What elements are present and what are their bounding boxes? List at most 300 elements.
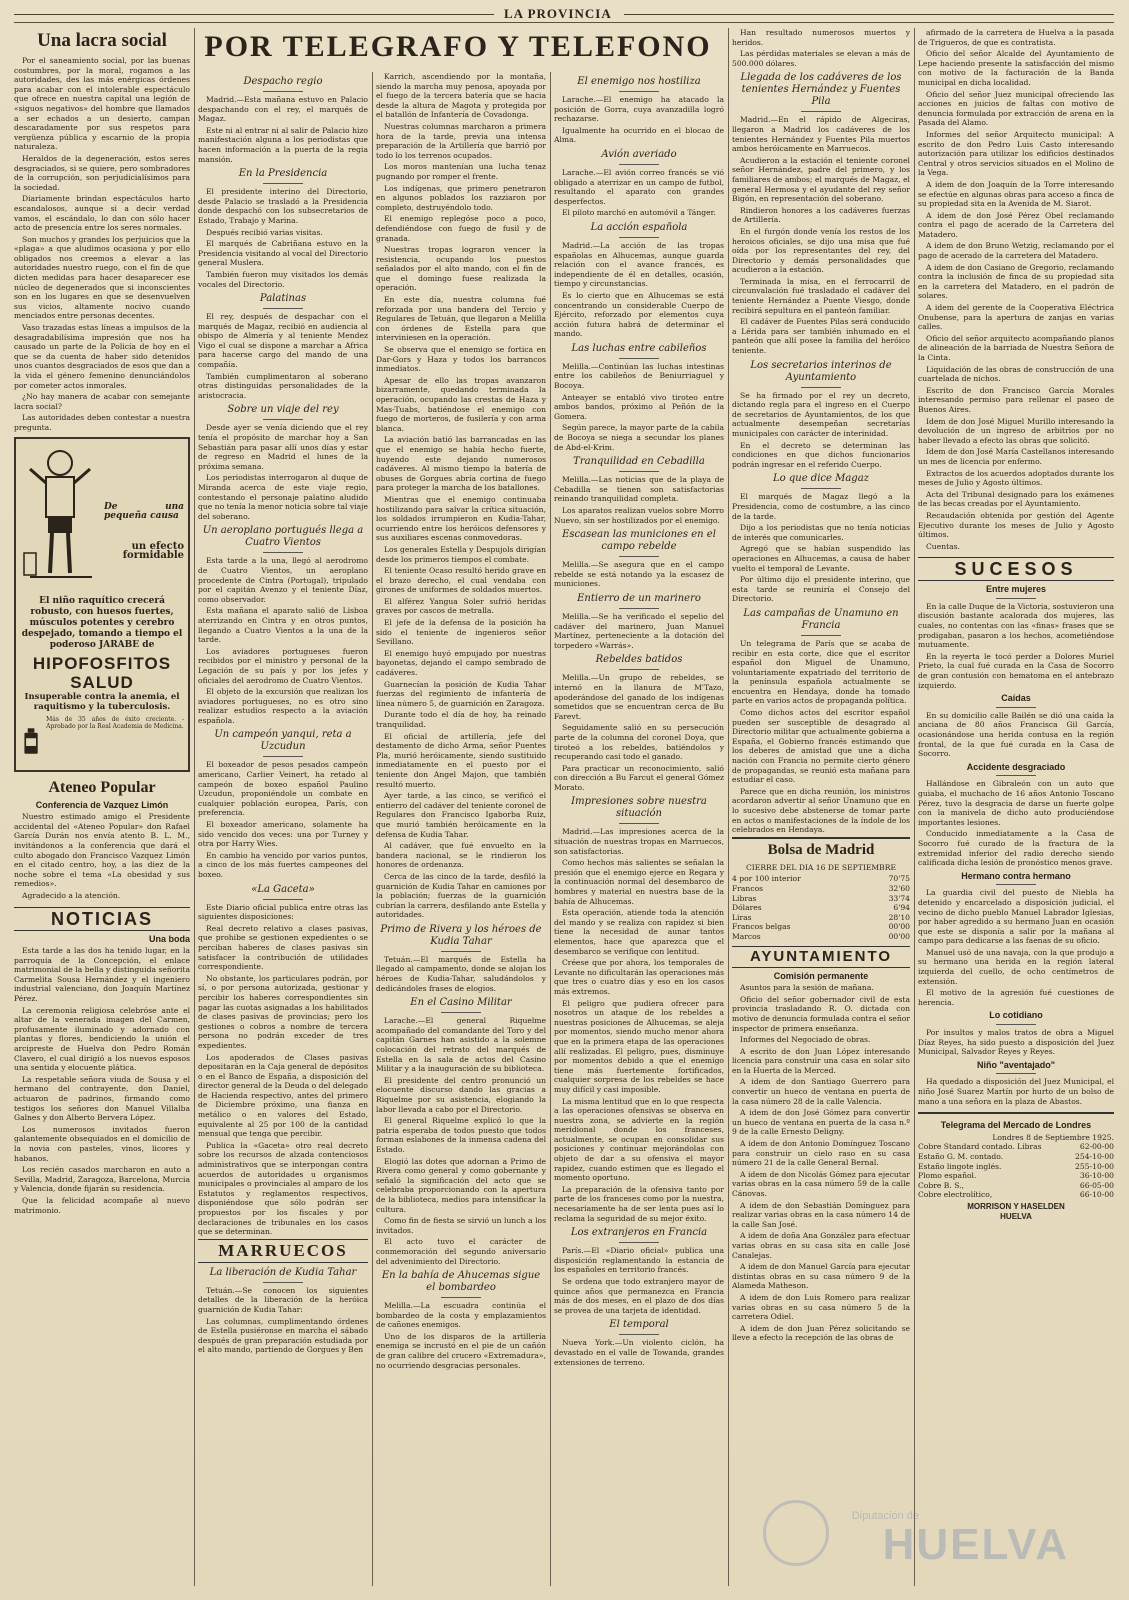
- bolsa-subtitle: CIERRE DEL DIA 16 DE SEPTIEMBRE: [745, 862, 897, 872]
- heading-rule: [996, 707, 1036, 708]
- section-heading: Tranquilidad en Cebadilla: [573, 456, 705, 468]
- market-value: 66-10-00: [1079, 1190, 1114, 1200]
- article-body: [14, 812, 190, 900]
- paragraph: El objeto de la excursión que realizan los aviadores portugueses, no es otro sino realizar estudios respecto a la aviación española.: [198, 687, 368, 725]
- heading-rule: [263, 756, 303, 757]
- column-divider: [728, 28, 729, 1586]
- paragraph: Extractos de los acuerdos adoptados durante los meses de Julio y Agosto últimos.: [918, 468, 1114, 488]
- paragraph: A idem de don Nicolás Gómez para ejecutar varias obras en la casa número 59 de la calle Cánovas.: [732, 1169, 910, 1198]
- table-row: [918, 1181, 1114, 1191]
- paragraph: A idem de don Santiago Guerrero para convertir un hueco de ventana en puerta de la casa número 28 de la calle Valencia.: [732, 1077, 910, 1106]
- paragraph: Nuestro estimado amigo el Presidente accidental del «Ateneo Popular» don Rafael García Durán nos envía atento B. L. M., invitándonos a la conferencia que dará el culto abogado don Francisco Vazquez Limón en el citado centro, hoy, a las diez de la noche sobre el tema «La obesidad y sus remedios».: [14, 812, 190, 889]
- paragraph: La guardia civil del puesto de Niebla ha detenido y encarcelado a disposición judicial, el vecino de dicho pueblo Manuel Labrador Iglesias, por haber agredido a su hermano Juan en ocasión que este se disponía a salir por la mañana al campo para dedicarse a las faenas de su oficio.: [918, 888, 1114, 946]
- paragraph: La misma lentitud que en lo que respecta a las operaciones ofensivas se observa en nuestra zona, se advierte en la región meridional donde los franceses, actualmente, se ocupan en consolidar sus posiciones y continuar mejorándolas con objeto de dar a su ofensiva el mayor rapidez, cuando estimen que es llegado el momento oportuno.: [554, 1096, 724, 1183]
- bolsa-item: Liras: [732, 912, 752, 922]
- ad-body: El niño raquítico crecerá robusto, con huesos fuertes, músculos potentes y cerebro despejado, tomando a tiempo el poderoso JARABE de: [21, 595, 183, 650]
- heading-rule: [619, 556, 659, 557]
- section-heading: Las luchas entre cabileños: [571, 342, 707, 354]
- paragraph: Ha quedado a disposición del Juez Municipal, el niño José Suarez Martín por hurto de un bolso de mano a una señora en la plaza de Abastos.: [918, 1077, 1114, 1106]
- article-body: [918, 28, 1114, 551]
- paragraph: Idem de don José María Castellanos interesando un mes de licencia por enfermo.: [918, 447, 1114, 466]
- heading-rule: [619, 608, 659, 609]
- paragraph: Mientras que el enemigo continuaba hostilizando para salvar la crítica situación, los soldados irrumpieron en Kudia-Tahar, ocurriendo entre los heróicos defensores y sus auxiliares escenas conmovedoras.: [376, 494, 546, 543]
- market-value: 255-10-00: [1075, 1161, 1114, 1171]
- paragraph: A idem de doña Ana González para efectuar varias obras en su casa sita en calle José Canalejas.: [732, 1231, 910, 1260]
- paragraph: Madrid.—Las impresiones acerca de la situación de nuestras tropas en Marruecos, son satisfactorias.: [554, 827, 724, 856]
- paragraph: Heraldos de la degeneración, estos seres desgraciados, si se quiere, pero sombradores de la corrupción, son perjudicialísimos para la sociedad.: [14, 153, 190, 192]
- section-heading: Entierro de un marinero: [577, 592, 701, 604]
- watermark-sub: Diputación de: [851, 1510, 919, 1522]
- market-item: Estaño G. M. contado.: [918, 1151, 1004, 1161]
- table-row: [732, 913, 910, 923]
- bolsa-item: Libras: [732, 893, 757, 903]
- paragraph: Esta operación, atiende toda la atención del mando y se realiza con rapidez si bien tiene la necesidad de aunar tantos elementos, hace que aparezca que el desembarco se verifique con lentitud.: [554, 908, 724, 956]
- table-row: [918, 1152, 1114, 1162]
- paragraph: Se ordena que todo extranjero mayor de quince años que permanezca en Francia más de dos meses, en el plazo de dos días se provea de una tarjeta de identidad.: [554, 1277, 724, 1315]
- bolsa-item: Dólares: [732, 903, 762, 913]
- section-heading: Palatinas: [259, 293, 307, 305]
- heading-rule: [619, 823, 659, 824]
- paragraph: Melilla.—Las noticias que de la playa de Cebadilla se tienen son satisfactorias reinando tranquilidad completa.: [554, 475, 724, 504]
- market-value: 254-10-00: [1075, 1151, 1114, 1161]
- heading-rule: [619, 669, 659, 670]
- heading-rule: [619, 164, 659, 165]
- paragraph: La ceremonia religiosa celebróse ante el altar de la venerada imagen del Carmen, profusamente iluminado y adornado con plantas y flores, bendiciendo la unión el arcipreste de Huelva don Pedro Román Clavero, el cual dirigió a los nuevos esposos una sentida y elocuente plática.: [14, 1005, 190, 1073]
- paragraph: El oficial de artillería, jefe del destamento de dicho Arma, señor Puentes Pla, murió heróicamente, siendo sustituido inmediatamente en el puesto por el teniente don Angel Majon, que también resultó muerto.: [376, 731, 546, 789]
- london-title: Telegrama del Mercado de Londres: [940, 1120, 1092, 1131]
- heading-rule: [263, 419, 303, 420]
- market-item: Plomo español.: [918, 1171, 977, 1181]
- paragraph: A idem de don Bruno Wetzig, reclamando por el pago de acerado de la carretera del Matadero.: [918, 241, 1114, 261]
- paragraph: Cerca de las cinco de la tarde, desfiló la guarnición de Kudia Tahar en camiones por la población; fuerzas de la guarnición cubrían la carrera, desfilando ante Estella y autoridades.: [376, 871, 546, 920]
- section-heading: El temporal: [609, 1319, 669, 1331]
- ad-slogan-2: un efecto formidable: [122, 540, 184, 562]
- paragraph: A escrito de don Juan López interesando licencia para construir una casa en solar sito en la Huerta de la Merced.: [732, 1046, 910, 1075]
- column-b: [376, 72, 546, 1590]
- paragraph: A idem de don José Gómez para convertir un hueco de ventana en puerta de la casa n.º 9 de la calle Ernesto Deligny.: [732, 1108, 910, 1137]
- article-body: [14, 56, 190, 433]
- paragraph: Agradecido a la atención.: [22, 890, 121, 900]
- paragraph: En el decreto se determinan las condiciones en que dichos funcionarios podrán ingresar en el referido Cuerpo.: [732, 440, 910, 469]
- paragraph: Esta tarde a las dos ha tenido lugar, en la parroquia de la Concepción, el enlace matrimonial de la bella y distinguida señorita Carmelita Sousa Hernández y el ingeniero industrial valenciano, don Joaquín Martínez Pérez.: [14, 946, 190, 1004]
- heading-rule: [801, 111, 841, 112]
- paragraph: Este ni al entrar ni al salir de Palacio hizo manifestación alguna a los periodistas que hacen información a la puerta de la regia mansión.: [198, 125, 368, 164]
- paragraph: El enemigo replegóse poco a poco, defendiéndose con fuego de fusil y de granada.: [376, 214, 546, 243]
- market-value: 36-10-00: [1079, 1171, 1114, 1181]
- paragraph: Las pérdidas materiales se elevan a más de 500.000 dólares.: [732, 49, 910, 68]
- paragraph: Nueva York.—Un violento ciclón, ha devastado en el valle de Towanda, grandes extensiones de terreno.: [554, 1338, 724, 1367]
- paragraph: Madrid.—En el rápido de Algeciras, llegaron a Madrid los cadáveres de los tenientes Hernández y Fuentes Pila muertos ambos heróicamente en Marruecos.: [732, 115, 910, 154]
- paragraph: Oficio del señor arquitecto acompañando planos de alineación de la barriada de Nuestra Señora de la Cinta.: [918, 333, 1114, 362]
- column-divider: [914, 28, 915, 1586]
- paragraph: A idem de don Manuel García para ejecutar distintas obras en su casa número 9 de la Alameda Matheson.: [732, 1262, 910, 1291]
- paragraph: Real decreto relativo a clases pasivas, que prohibe se gestionen expedientes o se perciban haberes de clases pasivas sin satisfacer la contribución de utilidades correspondiente.: [198, 923, 368, 972]
- paragraph: Después recibió varias visitas.: [206, 227, 323, 237]
- paragraph: También fueron muy visitados los demás vocales del Directorio.: [198, 269, 368, 289]
- section-heading: Lo que dice Magaz: [773, 473, 869, 485]
- sucesos-heading: Hermano contra hermano: [961, 870, 1071, 881]
- heading-rule: [801, 635, 841, 636]
- paragraph: El peligro que pudiera ofrecer para nosotros un ataque de los rebeldes a nuestras posiciones de Alhucemas, se aleja por momentos, siendo mucho menor ahora que en la primera etapa de las operaciones allí realizadas. El peligro, pues, disminuye por momentos debido a que el enemigo tiene más fuertemente fortificados, cualquier sorpresa de los rebeldes se hace muy difícil y casi imposible.: [554, 998, 724, 1094]
- masthead: [14, 6, 1114, 23]
- section-heading: Avión averiado: [601, 148, 677, 160]
- heading-rule: [996, 1073, 1036, 1074]
- paragraph: Igualmente ha ocurrido en el blocao de Alma.: [554, 125, 724, 145]
- paragraph: Hallándose en Gibraleón con un auto que guiaba, el muchacho de 16 años Antonio Toscano Pérez, tuvo la desgracia de darse un fuerte golpe con la manivela de dicho auto produciéndose importantes lesiones.: [918, 779, 1114, 827]
- section-heading: Un aeroplano portugués llega a Cuatro Vientos: [202, 525, 364, 549]
- heading-rule: [441, 951, 481, 952]
- watermark-seal-icon: [763, 1500, 829, 1566]
- market-value: 62-00-00: [1079, 1142, 1114, 1152]
- section-heading: En el Casino Militar: [410, 997, 512, 1009]
- article-subtitle: Conferencia de Vazquez Limón: [35, 799, 169, 810]
- paragraph: Los periodistas interrogaron al duque de Miranda acerca de este viaje regio, contestando el personaje palatino aludido que no tenía la menor noticia sobre tal viaje del soberano.: [198, 473, 368, 521]
- paragraph: Tetuán.—Se conocen los siguientes detalles de la liberación de la heróica guarnición de Kudia Tahar:: [198, 1285, 368, 1314]
- paragraph: Terminada la misa, en el ferrocarril de circunvalación fué trasladado el cadáver del teniente Hernández a Puente Viesgo, donde recibirá sepultura en el panteón familiar.: [732, 276, 910, 315]
- paragraph: Madrid.—La acción de las tropas españolas en Alhucemas, aunque guarda relación con el avance francés, es independiente de él en detalles, ocasión, tiempo y circunstancias.: [554, 240, 724, 289]
- watermark: HUELVA: [882, 1520, 1069, 1569]
- paragraph: Durante todo el día de hoy, ha reinado tranquilidad.: [376, 710, 546, 729]
- paragraph: El alférez Yangua Soler sufrió heridas graves por cascos de metralla.: [376, 596, 546, 616]
- market-item: Cobre Standard contado. Libras: [918, 1142, 1042, 1152]
- sucesos-heading: Niño "aventajado": [976, 1059, 1056, 1070]
- market-item: Estaño lingote inglés.: [918, 1161, 1002, 1171]
- section-heading: Despacho regio: [243, 76, 323, 87]
- section-heading: La acción española: [590, 221, 688, 233]
- paragraph: Los indígenas, que primero penetraron en algunos poblados los razziaron por completo, destruyéndolo todo.: [376, 183, 546, 212]
- bolsa-item: Marcos: [732, 931, 761, 941]
- table-row: [918, 1171, 1114, 1181]
- paragraph: Las autoridades deben contestar a nuestra pregunta.: [14, 413, 190, 432]
- section-heading: El enemigo nos hostiliza: [577, 76, 701, 87]
- heading-rule: [801, 488, 841, 489]
- ad-product-name: HIPOFOSFITOS: [32, 653, 172, 673]
- paragraph: A idem de don Antonio Domínguez Toscano para construir un cielo raso en su casa número 21 de la calle General Bernal.: [732, 1139, 910, 1168]
- paragraph: Como hechos más salientes se señalan la presión que el enemigo ejerce en Regara y la continuación normal del desembarco de hombres y material en nuestra base de la bahía de Alhucemas.: [554, 858, 724, 906]
- paragraph: El marqués de Cabriñana estuvo en la Presidencia visitando al vocal del Directorio general Muslera.: [198, 239, 368, 268]
- section-heading: Impresiones sobre nuestra situación: [571, 796, 707, 820]
- paragraph: Recaudación obtenida por gestión del Agente Ejecutivo durante los meses de Julio y Agosto últimos.: [918, 510, 1114, 540]
- heading-rule: [801, 387, 841, 388]
- paragraph: Agregó que se habían suspendido las operaciones en Alhucemas, a causa de haber vuelto el temporal de Levante.: [732, 544, 910, 573]
- paragraph: Que la felicidad acompañe al nuevo matrimonio.: [14, 1195, 190, 1215]
- paragraph: En este día, nuestra columna fué reforzada por una bandera del Tercio y Regulares de Tetuán, que llegaron a Melilla con órdenes de Estella para que interviniesen en la operación.: [376, 295, 546, 343]
- section-heading: Los secretarios interinos de Ayuntamiento: [750, 359, 892, 383]
- paragraph: Melilla.—Se asegura que en el campo rebelde se está notando ya la escasez de municiones.: [554, 560, 724, 589]
- section-heading: Primo de Rivera y los héroes de Kudia Tahar: [380, 923, 542, 947]
- heading-rule: [996, 1024, 1036, 1025]
- london-sign-city: HUELVA: [1000, 1211, 1032, 1221]
- paragraph: Un telegrama de París que se acaba de recibir en esta corte, dice que el escritor español don Miguel de Unamuno, voluntariamente expatriado del territorio de la península española actualmente se encuentra en Hendaya, donde ha tomado parte en varios actos de propaganda política.: [732, 638, 910, 706]
- section-heading: Rebeldes batidos: [595, 654, 683, 666]
- paragraph: Parece que en dicha reunión, los ministros acordaron advertir al señor Unamuno que en lo sucesivo debe abstenerse de tomar parte en actos o manifestaciones de la índole de los celebrados en Hendaya.: [732, 786, 910, 835]
- ad-product-name-2: SALUD: [70, 672, 134, 692]
- heading-rule: [619, 237, 659, 238]
- london-sign: MORRISON Y HASELDEN: [967, 1201, 1065, 1211]
- headline-telegrafo: POR TELEGRAFO Y TELEFONO: [204, 30, 712, 63]
- paragraph: Publica la «Gaceta» otro real decreto sobre los recursos de alzada contenciosos administrativos que se interpongan contra acuerdos de autoridades u organismos municipales o provinciales al amparo de los Estatutos y reglamentos respectivos, disponiéndose que sólo podrán ser propuestos por los fiscales y por declaraciones de tribunales en los casos que se determinan.: [198, 1140, 368, 1237]
- paragraph: Apesar de ello las tropas avanzaron bizarramente, quedando terminada la operación, ocupando las crestas de Haza y Mas-Tuabs, batiéndose el enemigo con fuego de morteros, de fusilería y con arma blanca.: [376, 375, 546, 433]
- column-right: [918, 28, 1114, 1590]
- paragraph: Conducido inmediatamente a la Casa de Socorro fué curado de la fractura de la extremidad inferior del radio derecho siendo calificada dicha lesión de pronóstico menos grave.: [918, 829, 1114, 868]
- paragraph: Tetuán.—El marqués de Estella ha llegado al campamento, donde se alojan los héroes de Kudia-Tahar, saludándolos y dedicándoles frases de elogios.: [376, 954, 546, 993]
- paragraph: El presidente del centro pronunció un elocuente discurso dando las gracias a Riquelme por su asistencia, elogiando la labor llevada a cabo por el Directorio.: [376, 1075, 546, 1114]
- paragraph: El marqués de Magaz llegó a la Presidencia, como de costumbre, a las cinco de la tarde.: [732, 492, 910, 521]
- paragraph: Los generales Estella y Despujols dirigían desde los primeros tiempos el combate.: [376, 544, 546, 564]
- paragraph: Madrid.—Esta mañana estuvo en Palacio despachando con el rey, el marqués de Magaz.: [198, 95, 368, 124]
- paragraph: No obstante, los particulares podrán, por sí, o por persona autorizada, gestionar y percibir los haberes correspondientes sin pagar las cuotas asignadas a los habilitados de clases pasivas de provincias; pero los gestiones o cobros a nombre de tercera persona no podrán exceder de tres expedientes.: [198, 973, 368, 1050]
- bolsa-value: 00'00: [888, 922, 910, 932]
- paragraph: Escrito de don Francisco García Morales interesando permiso para rellenar el paseo de Buenos Aires.: [918, 385, 1114, 414]
- paragraph: Informes del señor Arquitecto municipal: A escrito de don Pedro Luis Casto interesando autorización para utilizar los edificios destinados Central y otros servicios situados en el Molino de la Vega.: [918, 129, 1114, 178]
- sucesos-list: [918, 585, 1114, 1106]
- paragraph: Rindieron honores a los cadáveres fuerzas de Artillería.: [732, 205, 910, 225]
- paragraph: Seguidamente salió en su persecución parte de la columna del coronel Doya, que tiroteó a los rebeldes, batiéndolos y recuperando casi todo el ganado.: [554, 723, 724, 762]
- sucesos-heading: Entre mujeres: [985, 584, 1047, 595]
- paragraph: El rey, después de despachar con el marqués de Magaz, recibió en audiencia al obispo de Almería y al teniente Mendez Vigo el cual se dispone a marchar a Africa para hacerse cargo del mando de una compañía.: [198, 312, 368, 370]
- paragraph: Acta del Tribunal designado para los exámenes de las becas creadas por el Ayuntamiento.: [918, 489, 1114, 509]
- paragraph: Por insultos y malos tratos de obra a Miguel Díaz Reyes, ha sido puesto a disposición del Juez Municipal, Salvador Reyes y Reyes.: [918, 1028, 1114, 1057]
- paragraph: Guarnecían la posición de Kudia Tahar fuerzas del regimiento de infantería de línea número 5, de guarnición en Zaragoza.: [376, 679, 546, 708]
- article-subtitle: Una boda: [148, 933, 190, 944]
- paragraph: Liquidación de las obras de construcción de una cuartelada de nichos.: [918, 364, 1114, 384]
- section-heading: En la bahía de Ahucemas sigue el bombardeo: [381, 1270, 541, 1294]
- bolsa-item: 4 por 100 interior: [732, 874, 801, 884]
- section-heading: Sobre un viaje del rey: [227, 404, 339, 416]
- paragraph: ¿No hay manera de acabar con semejante lacra social?: [14, 392, 190, 411]
- table-row: [732, 884, 910, 894]
- heading-rule: [619, 358, 659, 359]
- paragraph: Oficio del señor Alcalde del Ayuntamiento de Lepe haciendo presente la satisfacción del mismo con motivo de la facturación de la Banda municipal en dicha localidad.: [918, 49, 1114, 87]
- paragraph: Melilla.—La escuadra continúa el bombardeo de la costa y emplazamientos de cañones enemigos.: [376, 1301, 546, 1330]
- paragraph: En la calle Duque de la Victoria, sostuvieron una discusión bastante acalorada dos mujeres, las cuales, no contentas con las «finas» frases que se prodigaban, pasaron a los hechos, acometiéndose mutuamente.: [918, 601, 1114, 650]
- heading-rule: [996, 884, 1036, 885]
- paragraph: Las columnas, cumplimentando órdenes de Estella pusiéronse en marcha el sábado después de gran preparación estudiada por el alto mando, partiendo de Gorgues y Ben: [198, 1316, 368, 1355]
- paragraph: La preparación de la ofensiva tanto por parte de los franceses como por la nuestra, necesariamente ha de ser lenta pues así lo reclama la seguridad de su mejor éxito.: [554, 1184, 724, 1223]
- paragraph: Uno de los disparos de la artillería enemiga se incrustó en el pie de un cañón de gran calibre del crucero «Extremadura», no ocurriendo desgracias personales.: [376, 1331, 546, 1370]
- paragraph: Cuentas.: [926, 541, 960, 551]
- paragraph: En cambio ha vencido por varios puntos, a cinco de los más fuertes campeones del boxeo.: [198, 850, 368, 879]
- table-row: [732, 874, 910, 884]
- paragraph: El presidente interino del Directorio, desde Palacio se trasladó a la Presidencia donde despachó con los subsecretarios de Estado, Trabajo y Marina.: [198, 187, 368, 225]
- section-heading: En la Presidencia: [238, 168, 328, 180]
- paragraph: Dijo a los periodistas que no tenía noticias de interés que comunicarles.: [732, 523, 910, 542]
- bolsa-value: 70'75: [888, 874, 910, 884]
- paragraph: El piloto marchó en automóvil a Tánger.: [562, 208, 716, 218]
- section-title-sucesos: SUCESOS: [918, 557, 1114, 581]
- ad-tagline: Insuperable contra la anemia, el raquitismo y la tuberculosis.: [24, 691, 180, 712]
- market-item: Cobre electrolítico,: [918, 1190, 993, 1200]
- paragraph: Melilla.—Continúan las luchas intestinas entre los cabileños de Beniurriaguel y Bocoya.: [554, 361, 724, 391]
- paragraph: Nuestras tropas lograron vencer la resistencia, ocupando los puestos señalados por el alto mando, con el fin de que el domingo fuese realizada la operación.: [376, 245, 546, 293]
- paragraph: A idem de don Joaquín de la Torre interesando se efectúe en algunas obras para acceso a finca de su propiedad sita en la Avenida de M. Siarot.: [918, 179, 1114, 209]
- paragraph: Los aviadores portugueses fueron recibidos por el ministro y personal de la Legación de su país y por los jefes y oficiales del aerodromo de Cuatro Vientos.: [198, 646, 368, 685]
- paragraph: París.—El «Diario oficial» publica una disposición reglamentando la estancia de los españoles en territorio francés.: [554, 1246, 724, 1275]
- bolsa-item: Francos belgas: [732, 922, 791, 932]
- heading-rule: [996, 598, 1036, 599]
- table-row: [732, 932, 910, 942]
- section-heading: MARRUECOS: [198, 1239, 368, 1263]
- bolsa-table: [732, 874, 910, 941]
- paragraph: El acto tuvo el carácter de conmemoración del segundo aniversario del advenimiento del Directorio.: [376, 1237, 546, 1266]
- paragraph: Diariamente brindan espectáculos harto escandalosos, aunque si a decir verdad vamos, el escándalo, lo dan con sólo hacer acto de presencia entre los seres normales.: [14, 194, 190, 233]
- section-heading: «La Gaceta»: [251, 883, 315, 895]
- column-a: [198, 72, 368, 1590]
- paragraph: Larache.—El enemigo ha atacado la posición de Gorra, cuya avanzadilla logró rechazarse.: [554, 95, 724, 124]
- heading-rule: [263, 183, 303, 184]
- london-table: [918, 1142, 1114, 1200]
- paragraph: Informes del Negociado de obras.: [740, 1035, 871, 1045]
- heading-rule: [263, 91, 303, 92]
- paragraph: Este Diario oficial publica entre otras las siguientes disposiciones:: [198, 902, 368, 922]
- paragraph: Los numerosos invitados fueron galantemente obsequiados en el domicilio de la novia con pasteles, vinos, licores y habanos.: [14, 1124, 190, 1163]
- bolsa-value: 28'10: [888, 912, 910, 922]
- paragraph: Acudieron a la estación el teniente coronel señor Hernández, padre del primero, y los familiares de ambos; el marqués de Magaz, el general Hermosa y el ayudante del rey señor Bigón, en representación del soberano.: [732, 155, 910, 204]
- section-heading: AYUNTAMIENTO: [732, 946, 910, 968]
- child-illustration-icon: [20, 443, 100, 593]
- paragraph: Los moros mantenían una lucha tenaz pugnando por romper el frente.: [376, 162, 546, 181]
- section-title-ateneo: Ateneo Popular: [48, 778, 156, 796]
- section-heading: Las campañas de Unamuno en Francia: [743, 607, 899, 631]
- sucesos-heading: Lo cotidiano: [989, 1010, 1043, 1021]
- column-left: [14, 28, 190, 1590]
- paragraph: A idem de don Casiano de Gregorio, reclamando contra la inclusión de finca de su propiedad sita en la carretera del Matadero, en el padrón de solares.: [918, 262, 1114, 301]
- main-headline: [198, 28, 718, 68]
- paragraph: El jefe de la defensa de la posición ha sido el teniente de ingenieros señor Sevillano.: [376, 618, 546, 647]
- paragraph: El boxeador americano, solamente ha sido vencido dos veces: una por Turney y otra por Harry Wies.: [198, 820, 368, 849]
- heading-rule: [619, 91, 659, 92]
- paragraph: Para practicar un reconocimiento, salió con dirección a Bu Farcut el general Gómez Morato.: [554, 763, 724, 792]
- paragraph: Es lo cierto que en Alhucemas se está concentrando un considerable Cuerpo de Ejército, reforzado por elementos cuya acción futura habrá de determinar el mando.: [554, 290, 724, 339]
- paragraph: A idem de don Luis Romero para realizar varias obras en su casa número 5 de la carretera Odiel.: [732, 1292, 910, 1322]
- paragraph: El boxeador de pesos pesados campeón americano, Carlier Veinert, ha retado al campeón de boxeo español Paulino Uzcudun, proponiéndole un combate en cualquier población europea, París, con preferencia.: [198, 760, 368, 818]
- bottle-icon: [20, 716, 42, 766]
- paragraph: Esta tarde a la una, llegó al aerodromo de Cuatro Vientos, un aeroplano procedente de Cintra (Portugal), tripulado por el capitán Avenzo y el teniente Díaz, como observador.: [198, 556, 368, 604]
- paragraph: Elogió las dotes que adornan a Primo de Rivera como general y como gobernante y señaló la significación del acto que se celebraba proporcionando con la apertura de la biblioteca, medios para intensificar la cultura.: [376, 1156, 546, 1214]
- paragraph: Como fin de fiesta se sirvió un lunch a los invitados.: [376, 1216, 546, 1235]
- table-row: [732, 903, 910, 913]
- paragraph: afirmado de la carretera de Huelva a la pasada de Trigueros, de que es contratista.: [918, 28, 1114, 47]
- bolsa-value: 6'94: [893, 903, 910, 913]
- london-market: [918, 1112, 1114, 1221]
- paragraph: Créese que por ahora, los temporales de Levante no dificultarán las operaciones más que tres o cuatro días y eso en los casos más extremos.: [554, 958, 724, 996]
- paragraph: Idem de don José Miguel Murillo interesando la devolución de un ingreso de arbitrios por no haber llevado a efecto las obras que solicitó.: [918, 416, 1114, 445]
- paragraph: Se observa que el enemigo se fortica en Dar-Gors y Haza y todos los barrancos inmediatos.: [376, 345, 546, 374]
- paragraph: Larache.—El avión correo francés se vió obligado a aterrizar en un campo de futbol, resultando el aparato con grandes desperfectos.: [554, 167, 724, 206]
- paragraph: Oficio del señor Juez municipal ofreciendo las acciones en juicios de faltas con motivo de denuncia formulada por extracción de arena en la Pasada del Alamo.: [918, 89, 1114, 128]
- paragraph: La respetable señora viuda de Sousa y el hermano del contrayente, don Daniel, actuaron de padrinos, firmando como testigos los señores don Manuel Villalba Galnes y don Alberto Bervera López.: [14, 1074, 190, 1123]
- paragraph: Por último dijo el presidente interino, que esta tarde se reuniría el Consejo del Directorio.: [732, 575, 910, 604]
- paragraph: El teniente Ocaso resultó herido grave en el brazo derecho, el cual vendaba con girones de uniformes de soldados muertos.: [376, 566, 546, 595]
- market-item: Cobre B. S.,: [918, 1180, 964, 1190]
- heading-rule: [263, 552, 303, 553]
- paragraph: Vaso trazadas estas líneas a impulsos de la desagradabilísima impresión que nos ha causado un parte de la Policía de hoy en el que se da cuenta de haber sido detenidos unos cuantos desgraciados de esos que dan a la vida el género femenino denunciándolos por cometer actos inmorales.: [14, 323, 190, 390]
- paragraph: Al cadáver, que fué envuelto en la bandera nacional, se le rindieron los honores de ordenanza.: [376, 841, 546, 870]
- table-row: [918, 1142, 1114, 1152]
- bolsa-value: 32'60: [888, 883, 910, 893]
- paragraph: A idem de don Juan Pérez solicitando se lleve a efecto la recepción de las obras de: [732, 1323, 910, 1343]
- heading-rule: [263, 899, 303, 900]
- market-value: 66-05-00: [1079, 1180, 1114, 1190]
- paragraph: A idem de don José Pérez Obel reclamando contra el pago de acerado de la Carretera del Matadero.: [918, 210, 1114, 239]
- heading-rule: [619, 1334, 659, 1335]
- table-row: [732, 894, 910, 904]
- article-body: [14, 946, 190, 1215]
- paragraph: Nuestras columnas marcharon a primera hora de la tarde, previa una intensa preparación de la Artillería que barrió por todo lo los terrenos ocupados.: [376, 121, 546, 160]
- bolsa-value: 00'00: [888, 931, 910, 941]
- table-row: [732, 922, 910, 932]
- paragraph: Los recién casados marcharon en auto a Sevilla, Madrid, Zaragoza, Barcelona, Murcia y Valencia, donde fijarán su residencia.: [14, 1165, 190, 1194]
- table-row: [918, 1190, 1114, 1200]
- paragraph: Esta mañana el aparato salió de Lisboa aterrizando en Cintra y en otros puntos, llegando a Cuatro Vientos a la una de la tarde.: [198, 606, 368, 645]
- newspaper-name: LA PROVINCIA: [504, 6, 612, 21]
- paragraph: En el furgón donde venía los restos de los heroicos oficiales, se dijo una misa que fué oída por los representantes del rey, del Directorio y demás personalidades que acudieron a la estación.: [732, 226, 910, 275]
- section-heading: Llegada de los cadáveres de los tenientes Hernández y Fuentes Pila: [740, 72, 902, 108]
- paragraph: También cumplimentaron al soberano otras distinguidas personalidades de la aristocracia.: [198, 371, 368, 400]
- section-heading: Los extranjeros en Francia: [570, 1227, 708, 1239]
- section-title-noticias: NOTICIAS: [14, 907, 190, 931]
- table-row: [918, 1162, 1114, 1172]
- paragraph: Oficio del señor gobernador civil de esta provincia trasladando R. O. dictada con motivo de denuncia formulada contra el señor inspector de primera enseñanza.: [732, 994, 910, 1033]
- paragraph: El general Riquelme explicó lo que la patria esperaba de todos puesto que todos forman eslabones de la inmensa cadena del Estado.: [376, 1116, 546, 1154]
- paragraph: Por el saneamiento social, por las buenas costumbres, por la moral, rogamos a las autoridades, des las más enérgicas órdenes para acabar con el intolerable espectáculo que ofrece en nuestra capital una legión de «siguos negativos» del hombre que llamados a ser echados a un desierto, campan descaradamente por sus respetos para vergüenza pública y escarnio de la propia naturaleza.: [14, 56, 190, 152]
- heading-rule: [441, 1012, 481, 1013]
- ad-note: Más de 35 años de éxito creciente. - Aprobado por la Real Academia de Medicina.: [46, 715, 184, 730]
- section-heading: Un campeón yanqui, reta a Uzcudun: [214, 729, 352, 753]
- paragraph: Como dichos actos del escritor español pueden ser susceptible de desagrado al Directorio militar que actualmente gobierna a España, el Gobierno francés estimando que los deberes de amistad que une a dicha nación con Francia no permite cierto género de propagandas, se reunió esta mañana para estudiar el caso.: [732, 708, 910, 785]
- paragraph: Melilla.—Se ha verificado el sepelio del cadáver del marinero, Juan Manuel Martínez, perteneciente a la dotación del torpedero «Warrás».: [554, 611, 724, 650]
- paragraph: Melilla.—Un grupo de rebeldes, se internó en la llanura de M'Tazo, apoderándose del ganado de los indígenas sometidos que se encuentran cerca de Bu Farevt.: [554, 673, 724, 721]
- paragraph: En la reyerta le tocó perder a Dolores Muriel Prieto, la cual fué curada en la Casa de Socorro de gran contusión con hematoma en el antebrazo izquierdo.: [918, 651, 1114, 690]
- column-divider: [194, 28, 195, 1586]
- column-divider: [550, 72, 551, 1586]
- sucesos-heading: Caídas: [1001, 693, 1031, 704]
- paragraph: Según parece, la mayor parte de la cabila de Bocoya se niega a secundar los planes de Abd-el-Krim.: [554, 423, 724, 452]
- paragraph: El motivo de la agresión fué cuestiones de herencia.: [918, 988, 1114, 1007]
- column-divider: [372, 72, 373, 1586]
- heading-rule: [619, 1242, 659, 1243]
- sucesos-heading: Accidente desgraciado: [966, 761, 1066, 772]
- paragraph: Karrich, ascendiendo por la montaña, siendo la marcha muy penosa, apoyada por el fuego de la tercera batería que se hacia desde la altura de Magota y protegida por el batallón de Infantería de Covadonga.: [376, 72, 546, 120]
- advertisement: [14, 437, 190, 772]
- paragraph: Desde ayer se venía diciendo que el rey tenía el propósito de marchar hoy a San Sebastián para pasar allí unos días y estar de regreso en Madrid el lunes de la próxima semana.: [198, 423, 368, 471]
- paragraph: Anteayer se entabló vivo tiroteo entre ambos bandos, próximo al Peñón de la Gomera.: [554, 392, 724, 421]
- paragraph: La aviación batió las barrancadas en las que el enemigo se había hecho fuerte, huyendo este dejando numerosos cadáveres. Al mismo tiempo la batería de obuses de Gorgues abría cortina de fuego para proteger la marcha de los batallones.: [376, 435, 546, 493]
- paragraph: El cadáver de Fuentes Pilas será conducido a Lérida para ser también inhumado en el panteón que allí posee la familia del heróico teniente.: [732, 317, 910, 356]
- heading-rule: [441, 1297, 481, 1298]
- bolsa-value: 33'74: [888, 893, 910, 903]
- ad-slogan-1: De una pequeña causa: [104, 501, 184, 522]
- paragraph: Se ha firmado por el rey un decreto, dictando regla para el ingreso en el Cuerpo de secretarios de Ayuntamientos, de los que actualmente desempeñan secretarías municipales con carácter de interinidad.: [732, 390, 910, 438]
- section-heading: La liberación de Kudia Tahar: [209, 1266, 357, 1278]
- paragraph: Los apoderados de Clases pasivas depositarán en la Caja general de depósitos o en el Banco de España, a disposición del director general de la Deuda o del delegado de Hacienda respectivo, antes del primero de Diciembre próximo, una fianza en metálico o en valores del Estado, equivalente al 25 por 100 de la cantidad mensual que tenga que percibir.: [198, 1052, 368, 1139]
- column-c: [732, 28, 910, 1590]
- section-heading: Escasean las municiones en el campo rebelde: [562, 529, 716, 553]
- bolsa-item: Francos: [732, 883, 764, 893]
- paragraph: Han resultado numerosos muertos y heridos.: [732, 28, 910, 47]
- heading-rule: [263, 1282, 303, 1283]
- paragraph: Los aparatos realizan vuelos sobre Morro Nuevo, sin ser hostilizados por el enemigo.: [554, 506, 724, 525]
- paragraph: A idem de don Sebastián Domínguez para realizar varias obras en la casa número 14 de la calle San José.: [732, 1200, 910, 1229]
- article-title: Una lacra social: [37, 30, 167, 51]
- paragraph: Ayer tarde, a las cinco, se verificó el entierro del cadáver del teniente coronel de Regulares don Francisco Igaborba Ruiz, que murió también heróicamente en la defensa de Kudia Tahar.: [376, 791, 546, 839]
- paragraph: Asuntos para la sesión de mañana.: [740, 983, 874, 993]
- paragraph: El enemigo huyó empujado por nuestras bayonetas, dejando el campo sembrado de cadáveres.: [376, 648, 546, 678]
- column-d: [554, 72, 724, 1590]
- paragraph: En su domicilio calle Bailén se dió una caída la anciana de 80 años Francisca Gil García, ocasionándose una herida contusa en la región frontal, de la que fué curada en la Casa de Socorro.: [918, 710, 1114, 759]
- section-heading: Bolsa de Madrid: [732, 837, 910, 859]
- paragraph: A idem del gerente de la Cooperativa Eléctrica Onubense, para la apertura de zanjas en varias calles.: [918, 303, 1114, 332]
